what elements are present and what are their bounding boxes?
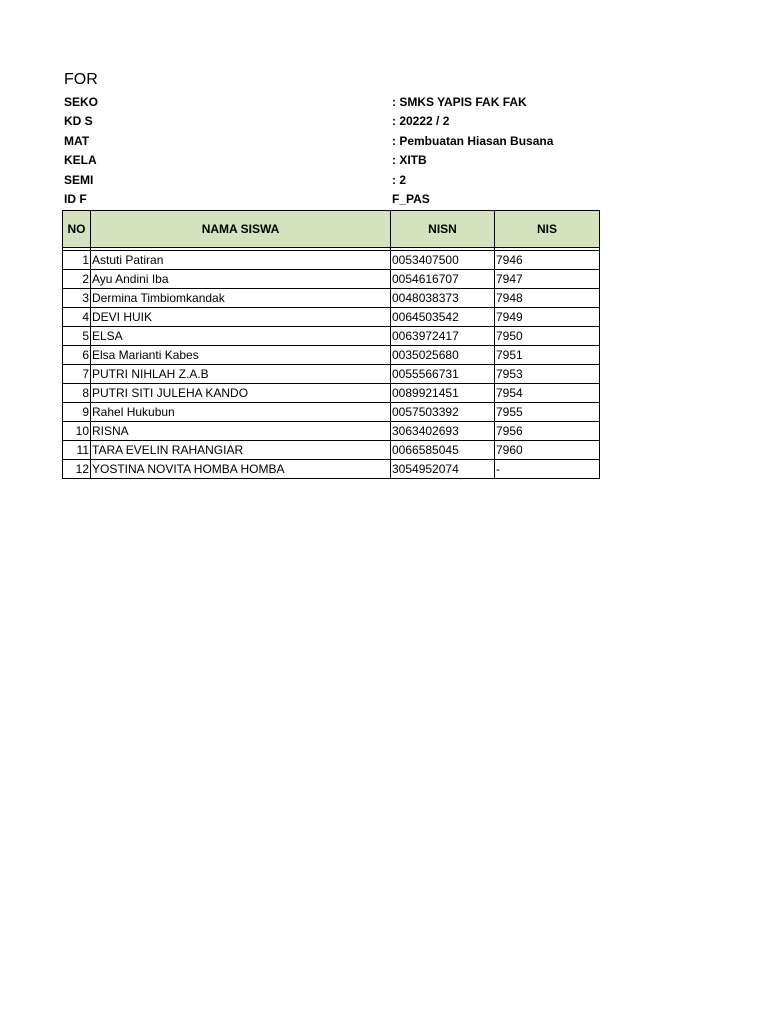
cell-no: 5 (63, 327, 91, 346)
cell-nisn: 0055566731 (391, 365, 495, 384)
table-row (63, 346, 600, 365)
cell-no: 12 (63, 460, 91, 479)
cell-nama: Rahel Hukubun (91, 403, 391, 422)
meta-value-id: F_PAS (392, 192, 430, 206)
cell-no: 10 (63, 422, 91, 441)
table-row (63, 365, 600, 384)
header-no: NO (63, 211, 91, 248)
cell-nama: TARA EVELIN RAHANGIAR (91, 441, 391, 460)
cell-nisn: 0064503542 (391, 308, 495, 327)
meta-row-semester (64, 171, 604, 189)
cell-nisn: 0057503392 (391, 403, 495, 422)
cell-nisn: 0054616707 (391, 270, 495, 289)
cell-nisn: 3063402693 (391, 422, 495, 441)
cell-nama: Astuti Patiran (91, 251, 391, 270)
cell-nisn: 0063972417 (391, 327, 495, 346)
cell-nis: 7955 (495, 403, 600, 422)
cell-nama: Elsa Marianti Kabes (91, 346, 391, 365)
cell-no: 2 (63, 270, 91, 289)
meta-label-kd: KD S (64, 114, 93, 128)
cell-nis: - (495, 460, 600, 479)
cell-nis: 7947 (495, 270, 600, 289)
table-row (63, 403, 600, 422)
meta-label-subject: MAT (64, 134, 90, 148)
cell-no: 7 (63, 365, 91, 384)
cell-nis: 7954 (495, 384, 600, 403)
meta-row-kd (64, 112, 604, 130)
cell-nis: 7956 (495, 422, 600, 441)
cell-nama: PUTRI SITI JULEHA KANDO (91, 384, 391, 403)
table-row (63, 289, 600, 308)
meta-value-subject: : Pembuatan Hiasan Busana (392, 134, 554, 148)
form-title: FOR (64, 71, 98, 88)
student-table (62, 210, 600, 479)
table-row (63, 384, 600, 403)
meta-label-semester: SEMI (64, 173, 94, 187)
table-row (63, 327, 600, 346)
table-row (63, 422, 600, 441)
meta-row-id (64, 190, 604, 208)
meta-label-class: KELA (64, 153, 97, 167)
meta-value-semester: : 2 (392, 173, 407, 187)
cell-nis: 7948 (495, 289, 600, 308)
cell-nama: Ayu Andini Iba (91, 270, 391, 289)
cell-nis: 7953 (495, 365, 600, 384)
table-row (63, 270, 600, 289)
table-row (63, 441, 600, 460)
meta-row-class (64, 151, 604, 169)
cell-nama: Dermina Timbiomkandak (91, 289, 391, 308)
cell-no: 3 (63, 289, 91, 308)
header-nis: NIS (495, 211, 600, 248)
cell-nisn: 0089921451 (391, 384, 495, 403)
table-row (63, 251, 600, 270)
cell-no: 6 (63, 346, 91, 365)
meta-row-school (64, 93, 604, 111)
header-nama-siswa: NAMA SISWA (91, 211, 391, 248)
cell-nisn: 0066585045 (391, 441, 495, 460)
header-nisn: NISN (391, 211, 495, 248)
cell-no: 1 (63, 251, 91, 270)
cell-nama: RISNA (91, 422, 391, 441)
table-header-row (63, 211, 600, 248)
meta-label-id: ID F (64, 192, 87, 206)
cell-nis: 7950 (495, 327, 600, 346)
table-row (63, 308, 600, 327)
meta-value-kd: : 20222 / 2 (392, 114, 450, 128)
cell-nisn: 0048038373 (391, 289, 495, 308)
meta-label-school: SEKO (64, 95, 99, 109)
cell-nis: 7960 (495, 441, 600, 460)
table-row (63, 460, 600, 479)
cell-nisn: 0035025680 (391, 346, 495, 365)
meta-value-school: : SMKS YAPIS FAK FAK (392, 95, 527, 109)
cell-nis: 7949 (495, 308, 600, 327)
cell-nis: 7946 (495, 251, 600, 270)
cell-no: 8 (63, 384, 91, 403)
cell-nis: 7951 (495, 346, 600, 365)
cell-nama: YOSTINA NOVITA HOMBA HOMBA (91, 460, 391, 479)
cell-nama: ELSA (91, 327, 391, 346)
meta-value-class: : XITB (392, 153, 427, 167)
cell-no: 9 (63, 403, 91, 422)
cell-nisn: 3054952074 (391, 460, 495, 479)
cell-no: 11 (63, 441, 91, 460)
cell-no: 4 (63, 308, 91, 327)
meta-row-subject (64, 132, 604, 150)
cell-nisn: 0053407500 (391, 251, 495, 270)
cell-nama: PUTRI NIHLAH Z.A.B (91, 365, 391, 384)
cell-nama: DEVI HUIK (91, 308, 391, 327)
